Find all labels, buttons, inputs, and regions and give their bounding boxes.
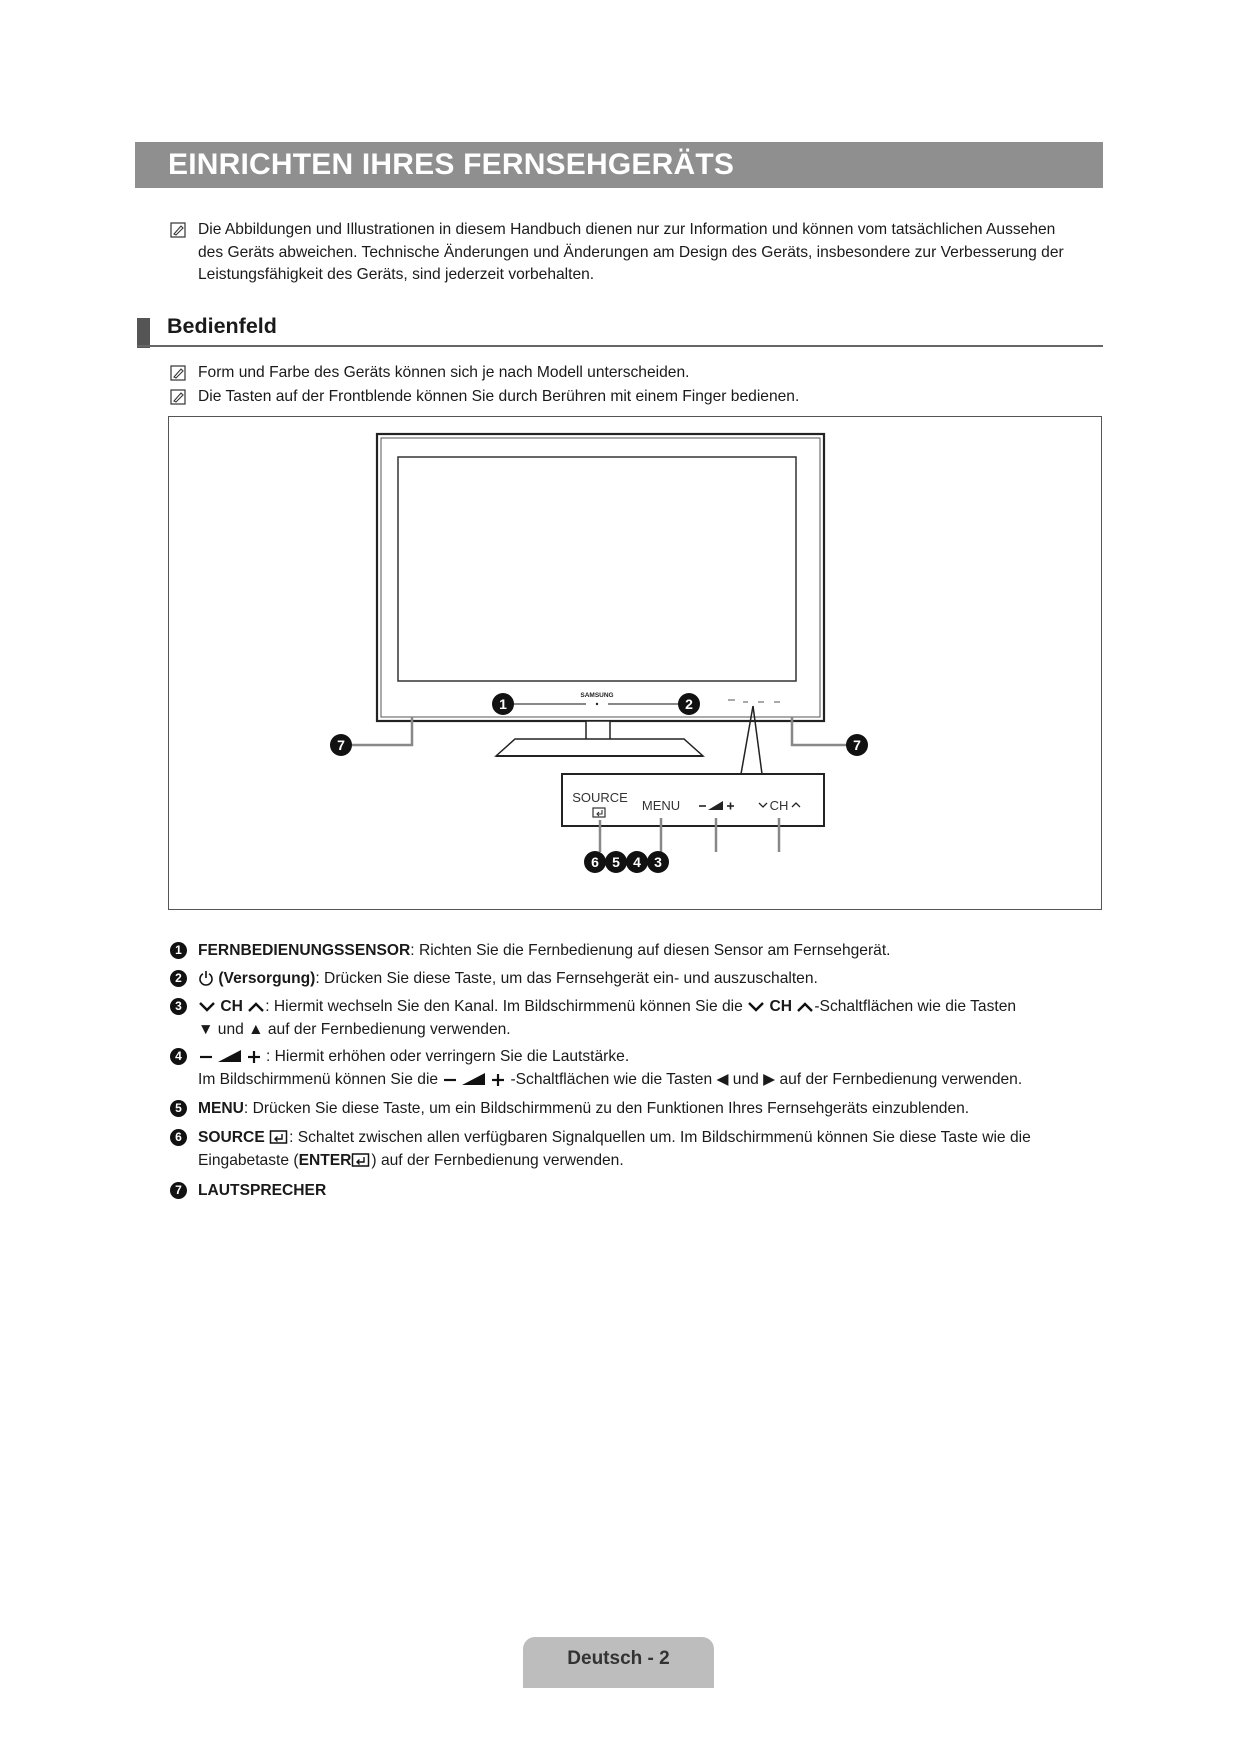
callout-7-right xyxy=(846,734,868,756)
item-label: SOURCE xyxy=(198,1129,265,1146)
list-item xyxy=(170,996,1110,1042)
item-text: : Hiermit wechseln Sie den Kanal. Im Bildschirmmenü können Sie die xyxy=(265,998,743,1015)
chevron-down-icon xyxy=(198,1000,216,1014)
item-text: : Drücken Sie diese Taste, um das Fernsehgerät ein- und auszuschalten. xyxy=(315,970,818,987)
chevron-down-icon xyxy=(747,1000,765,1014)
section-note-text: Form und Farbe des Geräts können sich je nach Modell unterscheiden. xyxy=(198,364,690,381)
callout-6 xyxy=(584,851,606,873)
list-item xyxy=(170,968,1110,992)
callout-7-left xyxy=(330,734,352,756)
svg-text:7: 7 xyxy=(337,737,345,753)
section-title: Bedienfeld xyxy=(167,314,277,338)
item-text: : Richten Sie die Fernbedienung auf diesen Sensor am Fernsehgerät. xyxy=(410,942,891,959)
item-number-badge: 7 xyxy=(170,1182,187,1199)
item-text: -Schaltflächen wie die Tasten xyxy=(814,998,1017,1015)
list-item xyxy=(170,1127,1110,1173)
enter-icon xyxy=(269,1129,289,1145)
note-icon xyxy=(170,222,186,238)
panel-source-label: SOURCE xyxy=(572,790,628,805)
callout-3 xyxy=(647,851,669,873)
item-label: FERNBEDIENUNGSSENSOR xyxy=(198,942,411,959)
item-number-badge: 2 xyxy=(170,970,187,987)
panel-menu-label: MENU xyxy=(641,798,681,813)
power-icon xyxy=(198,970,214,986)
item-number-badge: 4 xyxy=(170,1048,187,1065)
enter-icon xyxy=(351,1152,371,1168)
svg-text:2: 2 xyxy=(685,696,693,712)
note-icon xyxy=(170,365,186,381)
item-label: ENTER xyxy=(298,1151,352,1169)
svg-text:4: 4 xyxy=(633,854,641,870)
section-note-2 xyxy=(170,386,1070,410)
callout-5 xyxy=(605,851,627,873)
item-text: : Schaltet zwischen allen verfügbaren Signalquellen um. Im Bildschirmmenü können Sie diese Taste wie die xyxy=(289,1129,1031,1146)
item-number-badge: 5 xyxy=(170,1100,187,1117)
section-divider xyxy=(137,345,1103,347)
item-number-badge: 6 xyxy=(170,1129,187,1146)
list-item xyxy=(170,1180,1110,1204)
callout-2 xyxy=(678,693,700,715)
list-item xyxy=(170,1098,1110,1122)
page-number-tab: Deutsch - 2 xyxy=(523,1637,714,1688)
item-number-badge: 1 xyxy=(170,942,187,959)
section-note-text: Die Tasten auf der Frontblende können Sie durch Berühren mit einem Finger bedienen. xyxy=(198,388,800,405)
svg-text:6: 6 xyxy=(591,854,599,870)
volume-icon xyxy=(198,1048,266,1064)
item-label: LAUTSPRECHER xyxy=(198,1182,327,1199)
item-label: MENU xyxy=(198,1100,244,1117)
callout-4 xyxy=(626,851,648,873)
section-note-1 xyxy=(170,362,1070,386)
item-text: -Schaltflächen wie die Tasten ◀ und ▶ auf der Fernbedienung verwenden. xyxy=(510,1070,1023,1088)
list-item xyxy=(170,1046,1110,1092)
tv-diagram xyxy=(168,416,1102,910)
item-text: : Hiermit erhöhen oder verringern Sie die Lautstärke. xyxy=(266,1048,630,1065)
intro-note-line-1: Die Abbildungen und Illustrationen in diesem Handbuch dienen nur zur Information und können vom tatsächlichen Aussehen xyxy=(198,221,1056,238)
item-text: Eingabetaste ( xyxy=(198,1151,299,1169)
note-icon xyxy=(170,389,186,405)
tv-stand-base xyxy=(496,739,703,756)
svg-text:1: 1 xyxy=(499,696,507,712)
tv-screen xyxy=(398,457,796,681)
item-number-badge: 3 xyxy=(170,998,187,1015)
tv-figure xyxy=(168,416,1102,910)
callout-1 xyxy=(492,693,514,715)
svg-text:CH: CH xyxy=(769,798,789,813)
svg-text:3: 3 xyxy=(654,854,662,870)
brand-logo: SAMSUNG xyxy=(580,692,614,699)
section-marker xyxy=(137,318,150,348)
intro-note-line-3: Leistungsfähigkeit des Geräts, sind jederzeit vorbehalten. xyxy=(198,266,595,283)
item-label: CH xyxy=(220,998,243,1015)
intro-note-line-2: des Geräts abweichen. Technische Änderungen und Änderungen am Design des Geräts, insbesondere zur Verbesserung der xyxy=(198,243,1064,261)
item-text: : Drücken Sie diese Taste, um ein Bildschirmmenü zu den Funktionen Ihres Fernsehgeräts einzublenden. xyxy=(243,1100,970,1117)
chevron-up-icon xyxy=(796,1000,814,1014)
volume-icon xyxy=(442,1071,510,1087)
item-label: CH xyxy=(769,998,793,1015)
list-item xyxy=(170,940,1110,964)
page-title: EINRICHTEN IHRES FERNSEHGERÄTS xyxy=(135,142,1103,188)
tv-stand-neck xyxy=(586,721,610,741)
item-text: Im Bildschirmmenü können Sie die xyxy=(198,1070,439,1088)
item-text: ) auf der Fernbedienung verwenden. xyxy=(371,1151,624,1169)
chevron-up-icon xyxy=(247,1000,265,1014)
item-text: ▼ und ▲ auf der Fernbedienung verwenden. xyxy=(198,1020,511,1038)
svg-text:7: 7 xyxy=(853,737,861,753)
item-label: (Versorgung) xyxy=(218,970,316,987)
svg-text:5: 5 xyxy=(612,854,620,870)
